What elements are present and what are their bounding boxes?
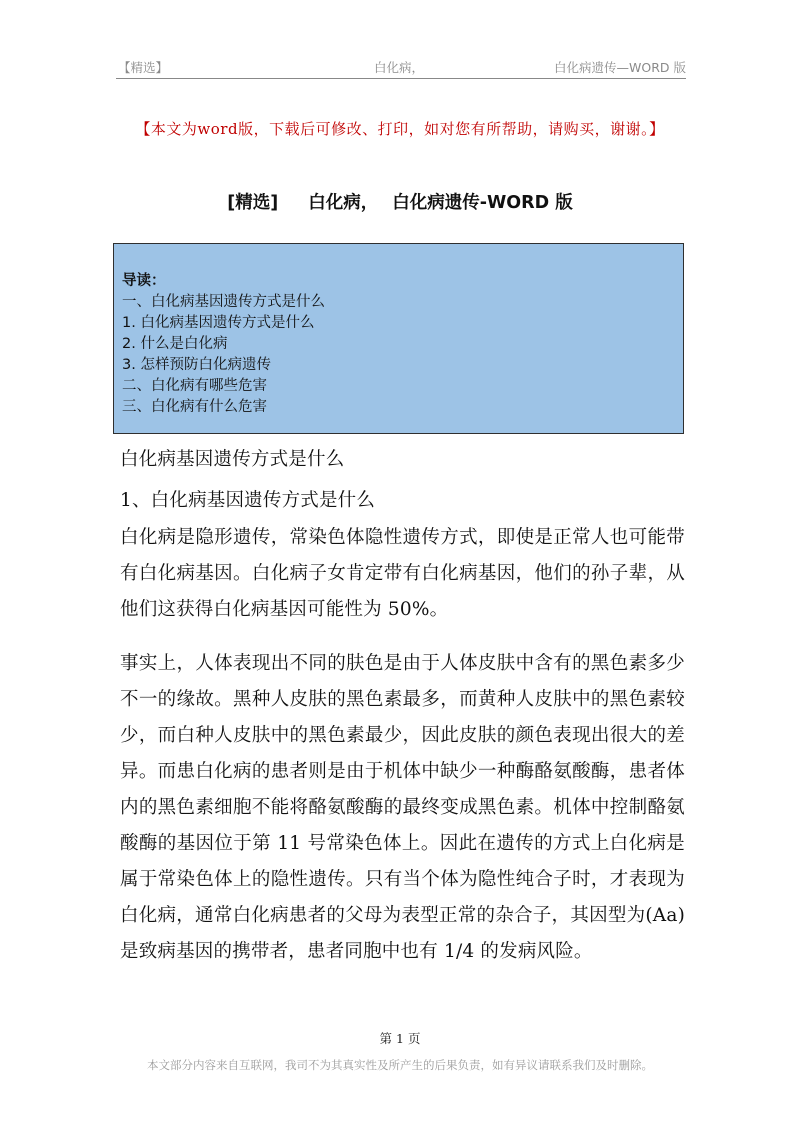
page-footer: 本文部分内容来自互联网，我司不为其真实性及所产生的后果负责，如有异议请联系我们及时删除。	[147, 1058, 653, 1072]
document-title	[0, 189, 800, 214]
title-sub: 白化病遗传-WORD 版	[392, 193, 573, 213]
paragraph-inheritance	[120, 520, 685, 628]
guide-item: 1. 白化病基因遗传方式是什么	[122, 315, 315, 331]
guide-item: 3. 怎样预防白化病遗传	[122, 357, 271, 373]
guide-item: 2. 什么是白化病	[122, 336, 228, 352]
title-tag: [精选]	[227, 193, 279, 213]
header-left-text: 【精选】	[118, 60, 169, 75]
guide-item: 二、白化病有哪些危害	[122, 378, 267, 394]
subsection-heading: 1、白化病基因遗传方式是什么	[120, 490, 376, 511]
guide-box	[113, 243, 684, 434]
paragraph-text: 白化病是隐形遗传，常染色体隐性遗传方式，即使是正常人也可能带有白化病基因。白化病子女肯定带有白化病基因，他们的孙子辈，从他们这获得白化病基因可能性为 50%。	[120, 527, 685, 620]
paragraph-melanin	[120, 646, 685, 970]
guide-item: 一、白化病基因遗传方式是什么	[122, 294, 325, 310]
page-header	[116, 56, 686, 79]
header-right-text: 白化病遗传—WORD 版	[554, 60, 686, 75]
section-heading: 白化病基因遗传方式是什么	[120, 449, 345, 470]
guide-item: 三、白化病有什么危害	[122, 399, 267, 415]
guide-label: 导读：	[122, 273, 166, 289]
page-number: 第 1 页	[379, 1031, 421, 1046]
title-main: 白化病，	[308, 193, 379, 213]
header-center-text: 白化病，	[374, 60, 425, 75]
paragraph-text: 事实上，人体表现出不同的肤色是由于人体皮肤中含有的黑色素多少不一的缘故。黑种人皮肤的黑色素最多，而黄种人皮肤中的黑色素较少，而白种人皮肤中的黑色素最少，因此皮肤的颜色表现出很大的差异。而患白化病的患者则是由于机体中缺少一种酶酪氨酸酶，患者体内的黑色素细胞不能将酪氨酸酶的最终变成黑色素。机体中控制酪氨酸酶的基因位于第 11 号常染色体上。因此在遗传的方式上白化病是属于常染色体上的隐性遗传。只有当个体为隐性纯合子时，才表现为白化病，通常白化病患者的父母为表型正常的杂合子，其因型为(Aa)是致病基因的携带者，患者同胞中也有 1/4 的发病风险。	[120, 653, 685, 962]
purchase-notice: 【本文为word版，下载后可修改、打印，如对您有所帮助，请购买，谢谢。】	[135, 120, 665, 138]
